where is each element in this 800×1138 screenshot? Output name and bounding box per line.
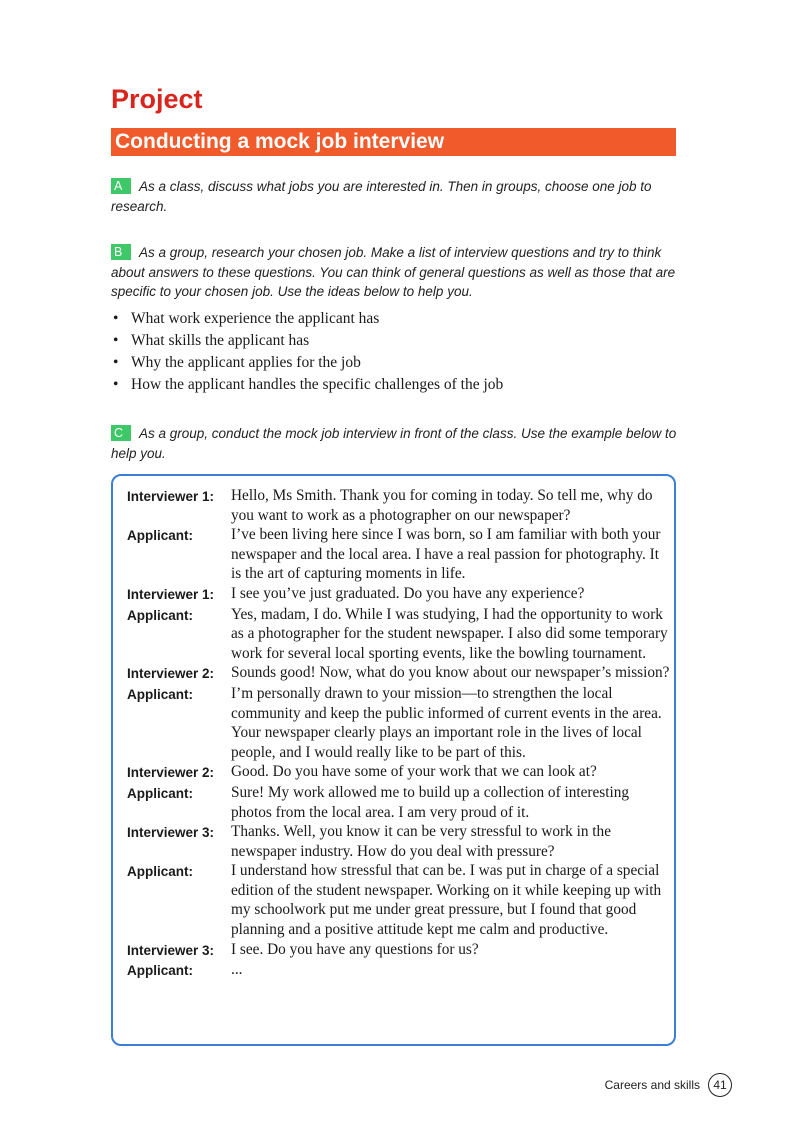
footer-section-title: Careers and skills bbox=[604, 1078, 700, 1092]
dialogue-row bbox=[127, 960, 672, 981]
speaker-label: Applicant: bbox=[127, 785, 193, 801]
dialogue-table bbox=[127, 486, 672, 981]
dialogue-line: Sure! My work allowed me to build up a collection of interesting photos from the local area. I am very proud of it. bbox=[231, 783, 630, 821]
page-footer bbox=[605, 1073, 732, 1097]
subtitle-bar bbox=[111, 128, 676, 156]
dialogue-row bbox=[127, 486, 672, 525]
speaker-label: Interviewer 1: bbox=[127, 489, 215, 504]
page-number: 41 bbox=[708, 1073, 732, 1097]
dialogue-row bbox=[127, 663, 672, 684]
bullet-icon: • bbox=[113, 332, 119, 349]
speaker-label: Applicant: bbox=[127, 864, 193, 880]
dialogue-line: I’m personally drawn to your mission—to strengthen the local community and keep the public informed of current events in the area. Your newspaper clearly plays an important role in the lives of local people, and I would really like to be part of this. bbox=[231, 684, 662, 761]
speaker-label: Interviewer 2: bbox=[127, 666, 215, 682]
list-item-text: How the applicant handles the specific challenges of the job bbox=[131, 376, 504, 393]
dialogue-box bbox=[111, 474, 676, 1046]
list-item bbox=[111, 374, 503, 396]
speaker-label: Interviewer 3: bbox=[127, 825, 215, 841]
speaker-label: Interviewer 1: bbox=[127, 586, 215, 602]
dialogue-line: I see you’ve just graduated. Do you have any experience? bbox=[231, 584, 585, 602]
dialogue-row bbox=[127, 822, 672, 861]
instruction-c bbox=[111, 424, 681, 463]
list-item-text: What work experience the applicant has bbox=[131, 310, 380, 327]
dialogue-line: I see. Do you have any questions for us? bbox=[231, 940, 479, 958]
speaker-label: Interviewer 2: bbox=[127, 765, 215, 781]
section-label-c: C bbox=[111, 425, 131, 441]
dialogue-row bbox=[127, 940, 672, 961]
bullet-icon: • bbox=[113, 354, 119, 371]
dialogue-line: Thanks. Well, you know it can be very stressful to work in the newspaper industry. How do you deal with pressure? bbox=[231, 823, 611, 860]
dialogue-line: Yes, madam, I do. While I was studying, I had the opportunity to work as a photographer for the student newspaper. I also did some temporary work for several local sporting events, like the bowling tournament. bbox=[231, 605, 668, 662]
dialogue-row bbox=[127, 525, 672, 584]
dialogue-line: ... bbox=[231, 961, 243, 979]
dialogue-line: Good. Do you have some of your work that we can look at? bbox=[231, 763, 597, 781]
dialogue-row bbox=[127, 762, 672, 783]
dialogue-row bbox=[127, 605, 672, 664]
dialogue-line: I’ve been living here since I was born, so I am familiar with both your newspaper and the local area. I have a real passion for photography. It is the art of capturing moments in life. bbox=[231, 526, 661, 583]
speaker-label: Applicant: bbox=[127, 686, 193, 702]
speaker-label: Interviewer 3: bbox=[127, 942, 215, 958]
bullet-icon: • bbox=[113, 310, 119, 327]
page-subtitle: Conducting a mock job interview bbox=[115, 130, 445, 153]
instruction-a-text: As a class, discuss what jobs you are interested in. Then in groups, choose one job to research. bbox=[111, 179, 652, 214]
page-title: Project bbox=[111, 84, 203, 114]
dialogue-row bbox=[127, 783, 672, 822]
section-label-b: B bbox=[111, 244, 131, 260]
list-item-text: What skills the applicant has bbox=[131, 332, 310, 349]
dialogue-row bbox=[127, 584, 672, 605]
idea-list bbox=[111, 308, 503, 396]
bullet-icon: • bbox=[113, 376, 119, 393]
dialogue-row bbox=[127, 684, 672, 762]
list-item bbox=[111, 308, 503, 330]
speaker-label: Applicant: bbox=[127, 607, 193, 623]
dialogue-line: I understand how stressful that can be. I was put in charge of a special edition of the student newspaper. Working on it while keeping up with my schoolwork put me under great pressure, but I found that good planning and a positive attitude kept me calm and productive. bbox=[231, 862, 662, 939]
speaker-label: Applicant: bbox=[127, 963, 193, 979]
dialogue-line: Hello, Ms Smith. Thank you for coming in today. So tell me, why do you want to work as a photographer on our newspaper? bbox=[231, 487, 653, 524]
speaker-label: Applicant: bbox=[127, 528, 193, 544]
list-item-text: Why the applicant applies for the job bbox=[131, 354, 361, 371]
instruction-b-text: As a group, research your chosen job. Make a list of interview questions and try to think about answers to these questions. You can think of general questions as well as those that are specific to your chosen job. Use the ideas below to help you. bbox=[111, 245, 676, 299]
instruction-a bbox=[111, 177, 681, 216]
section-label-a: A bbox=[111, 178, 131, 194]
dialogue-line: Sounds good! Now, what do you know about our newspaper’s mission? bbox=[231, 664, 670, 682]
instruction-c-text: As a group, conduct the mock job interview in front of the class. Use the example below to help you. bbox=[111, 426, 677, 461]
instruction-b bbox=[111, 243, 681, 302]
list-item bbox=[111, 352, 503, 374]
dialogue-row bbox=[127, 861, 672, 939]
list-item bbox=[111, 330, 503, 352]
